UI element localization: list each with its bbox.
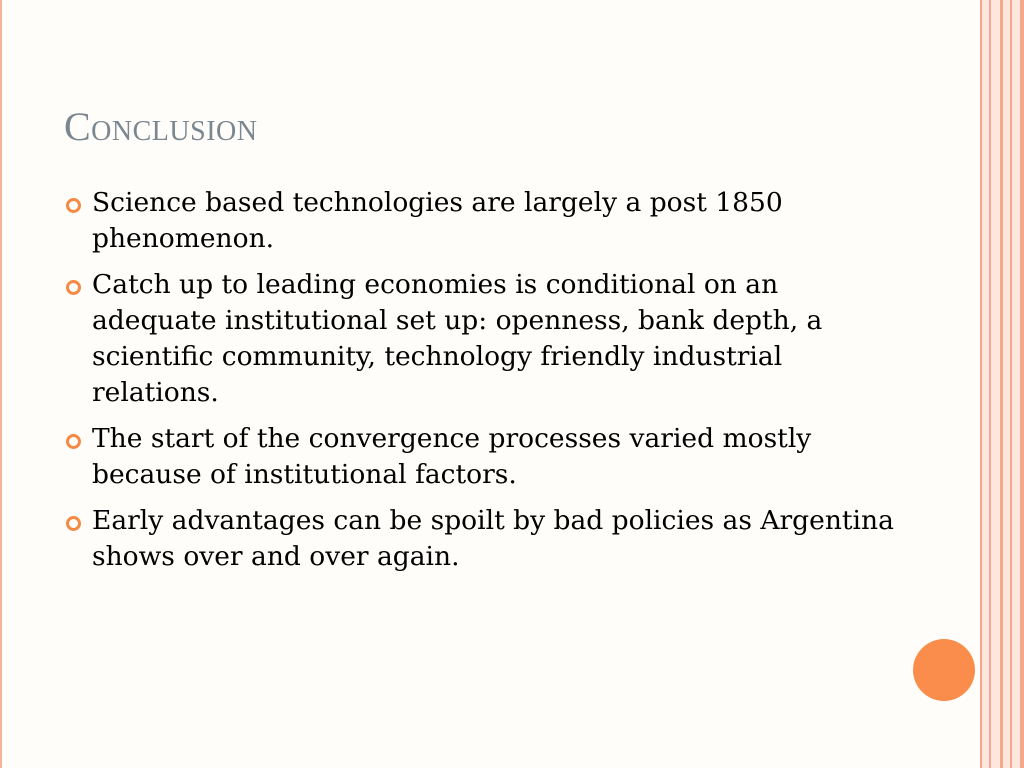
bullet-text: Science based technologies are largely a post 1850 phenomenon. [92,187,783,254]
bullet-text: Early advantages can be spoilt by bad policies as Argentina shows over and over again. [92,505,894,572]
bullet-ring-icon [66,198,81,213]
left-border-line [0,0,2,768]
bullet-item [64,503,894,575]
bullet-text: Catch up to leading economies is conditional on an adequate institutional set up: openness, bank depth, a scientific community, technology friendly industrial relations. [92,269,823,408]
bullet-ring-icon [66,516,81,531]
bullet-item [64,267,894,411]
right-border-line [1020,0,1024,768]
bullet-text: The start of the convergence processes varied mostly because of institutional factors. [92,423,812,490]
right-border-line [989,0,991,768]
bullet-list [64,185,894,585]
decorative-circle [913,639,975,701]
right-border-line [1010,0,1012,768]
right-decorative-border [980,0,1024,768]
right-border-line [980,0,982,768]
slide-title: Conclusion [64,104,258,149]
bullet-item [64,185,894,257]
bullet-ring-icon [66,280,81,295]
bullet-ring-icon [66,434,81,449]
right-border-line [1000,0,1003,768]
bullet-item [64,421,894,493]
